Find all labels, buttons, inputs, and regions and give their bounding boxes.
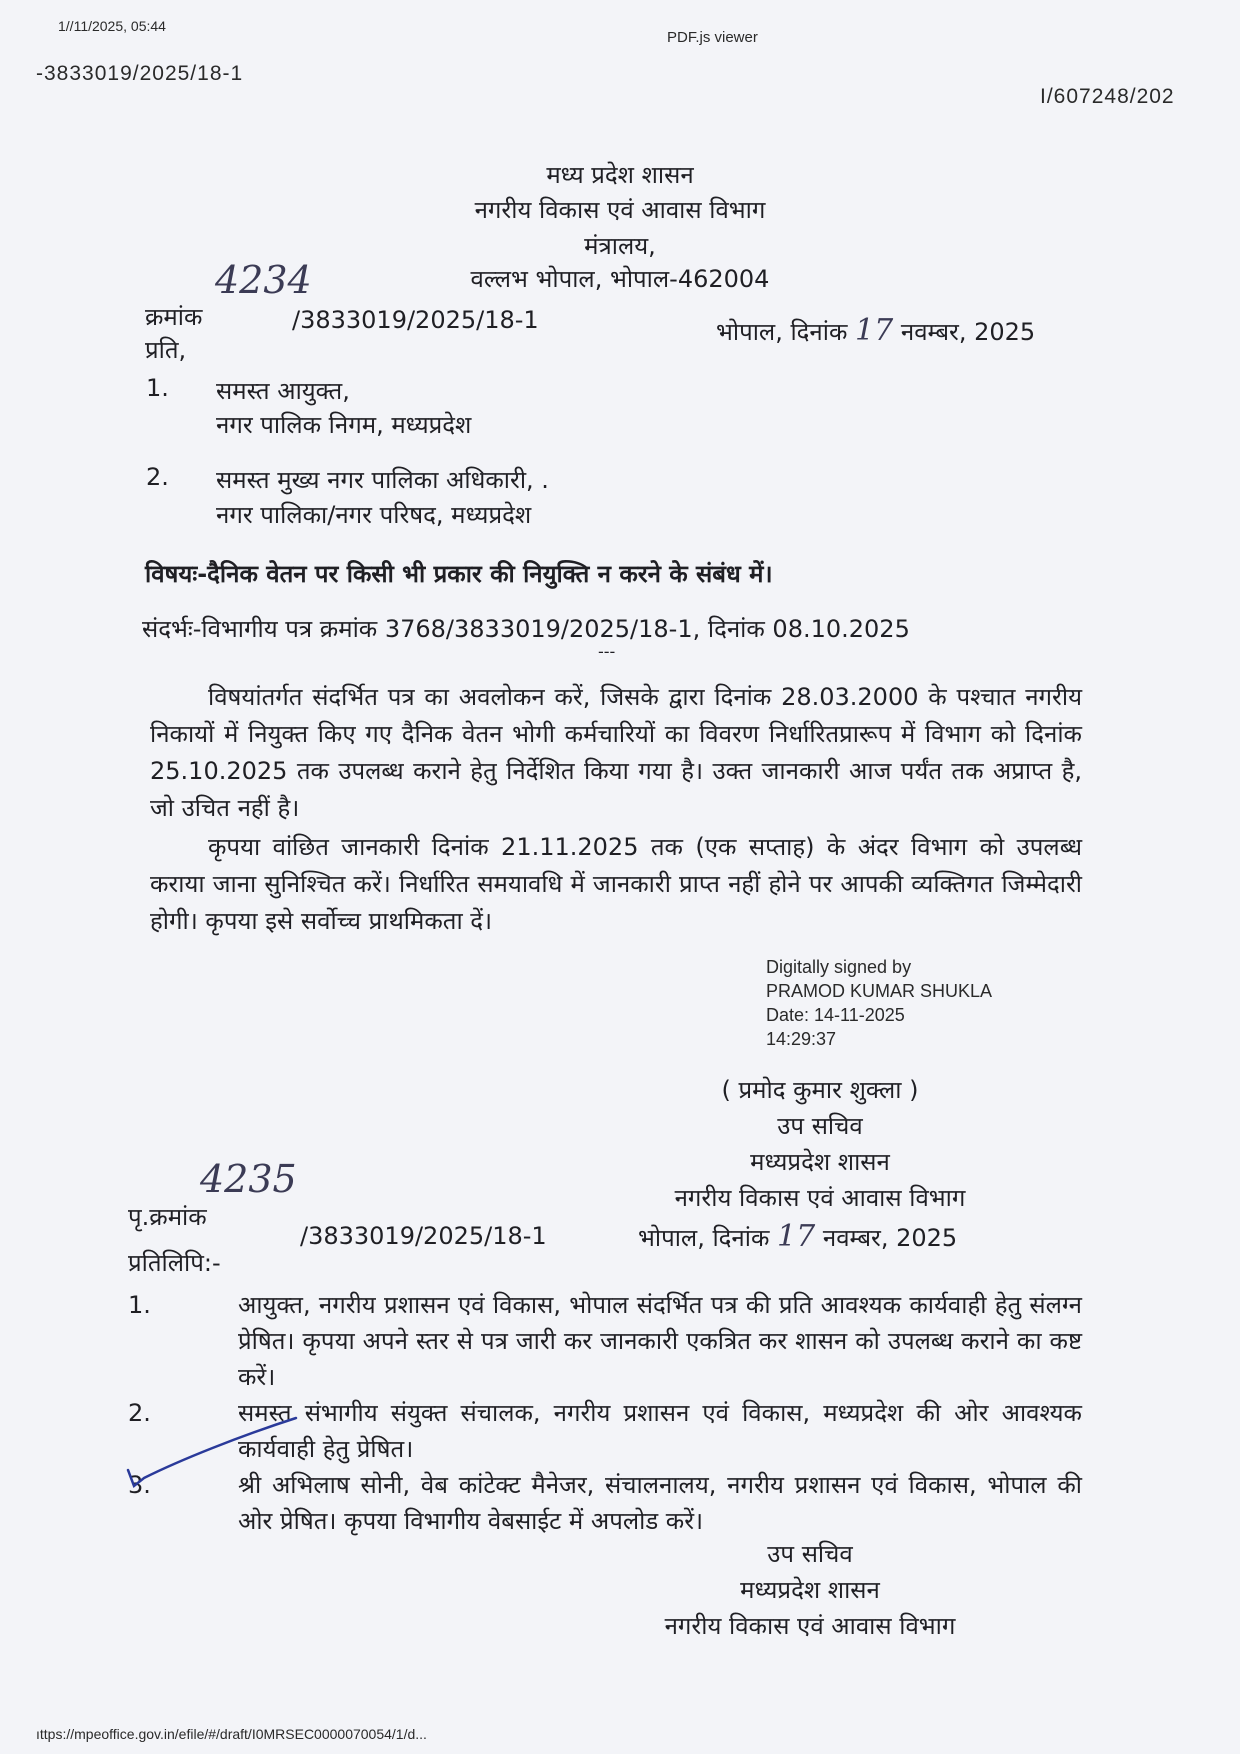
letterhead-ministry: मंत्रालय, xyxy=(584,232,656,260)
body-paragraph-1: विषयांतर्गत संदर्भित पत्र का अवलोकन करें, जिसके द्वारा दिनांक 28.03.2000 के पश्चात नगरीय निकायों में नियुक्त किए गए दैनिक वेतन भोगी कर्मचारियों का विवरण निर्धारितप्रारूप में विभाग को दिनांक 25.10.2025 तक उपलब्ध कराने हेतु निर्देशित किया गया है। उक्त जानकारी आज पर्यंत तक अप्राप्त है, जो उचित नहीं है। xyxy=(150,683,1082,822)
file-ref-left: -3833019/2025/18-1 xyxy=(36,62,244,85)
copy-date xyxy=(638,1219,957,1254)
pratilipi-label: प्रतिलिपि:- xyxy=(128,1249,221,1277)
kramank-label: क्रमांक xyxy=(145,303,203,331)
footer-url: ıttps://mpeoffice.gov.in/efile/#/draft/I0MRSEC0000070054/1/d... xyxy=(36,1726,427,1742)
closing-designation: उप सचिव xyxy=(767,1540,853,1568)
closing-block xyxy=(630,1536,990,1644)
copy-date-prefix: भोपाल, दिनांक xyxy=(638,1224,770,1252)
signatory-org-2: नगरीय विकास एवं आवास विभाग xyxy=(674,1184,966,1212)
copy-item-2-text: समस्त संभागीय संयुक्त संचालक, नगरीय प्रशासन एवं विकास, मध्यप्रदेश की ओर आवश्यक कार्यवाही हेतु प्रेषित। xyxy=(238,1399,1082,1463)
closing-org-2: नगरीय विकास एवं आवास विभाग xyxy=(664,1612,956,1640)
addressee-1-line1: समस्त आयुक्त, xyxy=(216,377,350,405)
reference: संदर्भः-विभागीय पत्र क्रमांक 3768/3833019/2025/18-1, दिनांक 08.10.2025 xyxy=(142,615,910,643)
digital-signature xyxy=(766,955,992,1051)
copy-kramank-label: पृ.क्रमांक xyxy=(128,1203,207,1231)
pen-mark xyxy=(120,1400,300,1490)
kramank-number: /3833019/2025/18-1 xyxy=(292,306,539,334)
copy-item-1-num: 1. xyxy=(128,1291,151,1319)
subject: विषयः-दैनिक वेतन पर किसी भी प्रकार की नियुक्ति न करने के संबंध में। xyxy=(145,560,773,588)
file-ref-right: I/607248/202 xyxy=(1040,85,1175,108)
body-paragraph-2: कृपया वांछित जानकारी दिनांक 21.11.2025 तक (एक सप्ताह) के अंदर विभाग को उपलब्ध कराया जाना सुनिश्चित करें। निर्धारित समयावधि में जानकारी प्राप्त नहीं होने पर आपकी व्यक्तिगत जिम्मेदारी होगी। कृपया इसे सर्वोच्च प्राथमिकता दें। xyxy=(150,833,1082,935)
letterhead-address: वल्लभ भोपाल, भोपाल-462004 xyxy=(470,265,770,293)
digisig-line-2: PRAMOD KUMAR SHUKLA xyxy=(766,981,993,1001)
kramank-handwritten: 4234 xyxy=(215,258,312,302)
addressee-1-line2: नगर पालिक निगम, मध्यप्रदेश xyxy=(216,411,472,439)
copy-item-1-text: आयुक्त, नगरीय प्रशासन एवं विकास, भोपाल संदर्भित पत्र की प्रति आवश्यक कार्यवाही हेतु संलग्न प्रेषित। कृपया अपने स्तर से पत्र जारी कर जानकारी एकत्रित कर शासन को उपलब्ध कराने का कष्ट करें। xyxy=(238,1291,1082,1391)
addressee-1-num: 1. xyxy=(146,374,169,402)
letterhead-government: मध्य प्रदेश शासन xyxy=(546,161,694,189)
copy-item-3-text: श्री अभिलाष सोनी, वेब कांटेक्ट मैनेजर, संचालनालय, नगरीय प्रशासन एवं विकास, भोपाल की ओर प्रेषित। कृपया विभागीय वेबसाईट में अपलोड करें। xyxy=(238,1471,1082,1535)
copy-item-2-num: 2. xyxy=(128,1399,151,1427)
signatory-block xyxy=(620,1072,1020,1216)
separator: --- xyxy=(598,642,616,661)
signatory-designation: उप सचिव xyxy=(777,1112,863,1140)
closing-org-1: मध्यप्रदेश शासन xyxy=(740,1576,880,1604)
copy-item-3-num: 3. xyxy=(128,1471,151,1499)
print-timestamp: 1//11/2025, 05:44 xyxy=(58,18,166,34)
letter-date xyxy=(716,313,1035,348)
addressee-2-num: 2. xyxy=(146,463,169,491)
copy-kramank-number: /3833019/2025/18-1 xyxy=(300,1222,547,1250)
signatory-name: ( प्रमोद कुमार शुक्ला ) xyxy=(721,1076,919,1104)
date-prefix: भोपाल, दिनांक xyxy=(716,318,848,346)
copy-date-handwritten: 17 xyxy=(777,1219,816,1254)
letterhead-department: नगरीय विकास एवं आवास विभाग xyxy=(474,196,766,224)
signatory-org-1: मध्यप्रदेश शासन xyxy=(750,1148,890,1176)
date-handwritten: 17 xyxy=(855,313,894,348)
date-suffix: नवम्बर, 2025 xyxy=(900,318,1036,346)
digisig-line-4: 14:29:37 xyxy=(766,1029,837,1049)
copy-kramank-handwritten: 4235 xyxy=(200,1157,297,1201)
prati-label: प्रति, xyxy=(145,336,187,364)
copy-date-suffix: नवम्बर, 2025 xyxy=(822,1224,958,1252)
digisig-line-1: Digitally signed by xyxy=(766,957,912,977)
viewer-title: PDF.js viewer xyxy=(667,29,758,46)
digisig-line-3: Date: 14-11-2025 xyxy=(766,1005,905,1025)
addressee-2-line2: नगर पालिका/नगर परिषद, मध्यप्रदेश xyxy=(216,501,532,529)
addressee-2-line1: समस्त मुख्य नगर पालिका अधिकारी, . xyxy=(216,466,549,494)
